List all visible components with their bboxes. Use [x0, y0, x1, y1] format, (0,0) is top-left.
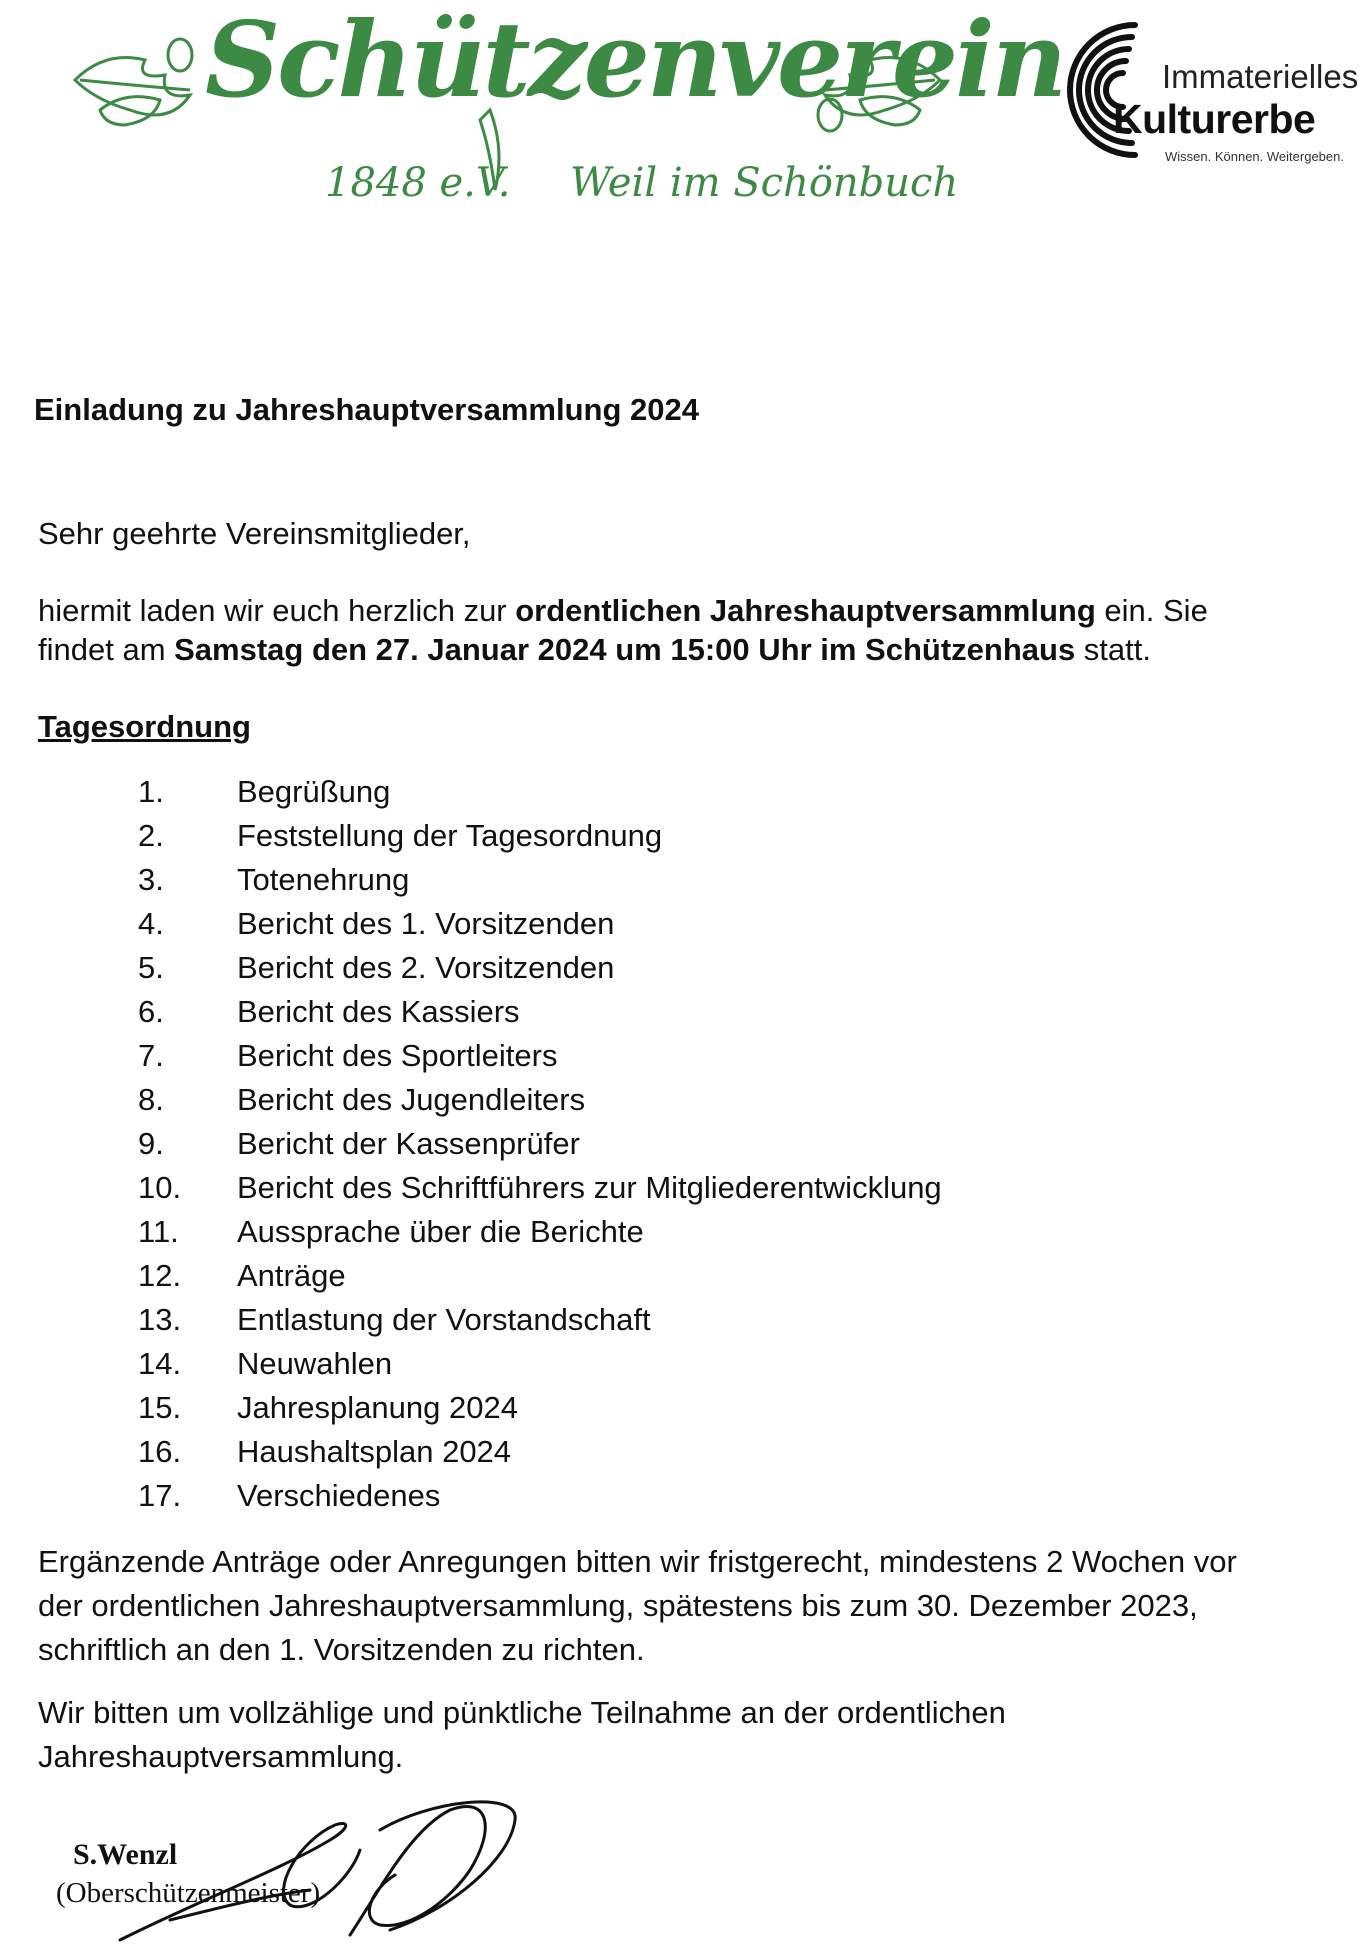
agenda-label: Bericht der Kassenprüfer [237, 1126, 580, 1161]
agenda-number: 13. [138, 1302, 182, 1337]
intro-text: hiermit laden wir euch herzlich zur [38, 593, 516, 628]
closing-line: Wir bitten um vollzählige und pünktliche Teilnahme an der ordentlichen [38, 1695, 1006, 1730]
agenda-label: Bericht des 1. Vorsitzenden [237, 906, 615, 941]
heritage-line1: Immaterielles [1162, 58, 1359, 95]
handwritten-signature-icon [50, 1790, 550, 1948]
agenda-number: 6. [138, 994, 164, 1029]
agenda-number: 11. [138, 1214, 179, 1249]
club-town: Weil im Schönbuch [570, 160, 959, 206]
agenda-number: 17. [138, 1478, 182, 1513]
agenda-number: 3. [138, 862, 164, 897]
agenda-number: 10. [138, 1170, 182, 1205]
agenda-label: Feststellung der Tagesordnung [237, 818, 663, 853]
agenda-label: Bericht des Sportleiters [237, 1038, 558, 1073]
agenda-label: Bericht des 2. Vorsitzenden [237, 950, 615, 985]
signer-name: S.Wenzl [73, 1838, 178, 1871]
intro-text: statt. [1075, 632, 1151, 667]
closing-line: Ergänzende Anträge oder Anregungen bitten wir fristgerecht, mindestens 2 Wochen vor [38, 1544, 1237, 1579]
club-year: 1848 e.V. [325, 160, 511, 206]
greeting: Sehr geehrte Vereinsmitglieder, [38, 516, 471, 551]
signer-role: (Oberschützenmeister) [56, 1877, 321, 1909]
document-title: Einladung zu Jahreshauptversammlung 2024 [34, 392, 699, 427]
agenda-label: Bericht des Schriftführers zur Mitgliederentwicklung [237, 1170, 942, 1205]
letterhead [0, 0, 1371, 230]
closing-line: schriftlich an den 1. Vorsitzenden zu richten. [38, 1632, 645, 1667]
signature-block [50, 1790, 550, 1948]
club-logo [60, 0, 1065, 225]
club-name: Schützenverein [205, 0, 1065, 121]
agenda-label: Bericht des Kassiers [237, 994, 520, 1029]
closing-line: Jahreshauptversammlung. [38, 1739, 404, 1774]
agenda-label: Bericht des Jugendleiters [237, 1082, 586, 1117]
agenda-label: Anträge [237, 1258, 346, 1293]
agenda-number: 5. [138, 950, 164, 985]
agenda-label: Aussprache über die Berichte [237, 1214, 644, 1249]
closing-paragraph-attendance [38, 1691, 1006, 1779]
closing-line: der ordentlichen Jahreshauptversammlung, spätestens bis zum 30. Dezember 2023, [38, 1588, 1198, 1623]
agenda-number: 7. [138, 1038, 164, 1073]
agenda-number: 4. [138, 906, 164, 941]
agenda-number: 15. [138, 1390, 182, 1425]
agenda-number: 1. [138, 774, 164, 809]
agenda-number: 16. [138, 1434, 182, 1469]
intro-emphasis-date: Samstag den 27. Januar 2024 um 15:00 Uhr im Schützenhaus [174, 632, 1076, 667]
concentric-arcs-icon [1040, 15, 1170, 175]
agenda-label: Verschiedenes [237, 1478, 441, 1513]
agenda-label: Totenehrung [237, 862, 410, 897]
agenda-label: Entlastung der Vorstandschaft [237, 1302, 651, 1337]
agenda-number: 12. [138, 1258, 182, 1293]
heritage-logo [1040, 15, 1370, 175]
heritage-tagline: Wissen. Können. Weitergeben. [1165, 149, 1344, 164]
closing-paragraph-deadline [38, 1540, 1237, 1672]
agenda-label: Jahresplanung 2024 [237, 1390, 518, 1425]
intro-paragraph [38, 591, 1208, 669]
agenda-number: 9. [138, 1126, 164, 1161]
heritage-line2: Kulturerbe [1113, 96, 1316, 142]
agenda-label: Begrüßung [237, 774, 391, 809]
agenda-label: Haushaltsplan 2024 [237, 1434, 512, 1469]
agenda-number: 8. [138, 1082, 164, 1117]
agenda-number: 14. [138, 1346, 182, 1381]
intro-text: findet am [38, 632, 175, 667]
intro-text: ein. Sie [1095, 593, 1208, 628]
agenda-heading: Tagesordnung [38, 709, 251, 744]
agenda-number: 2. [138, 818, 164, 853]
intro-emphasis-meeting: ordentlichen Jahreshauptversammlung [515, 593, 1096, 628]
agenda-label: Neuwahlen [237, 1346, 393, 1381]
